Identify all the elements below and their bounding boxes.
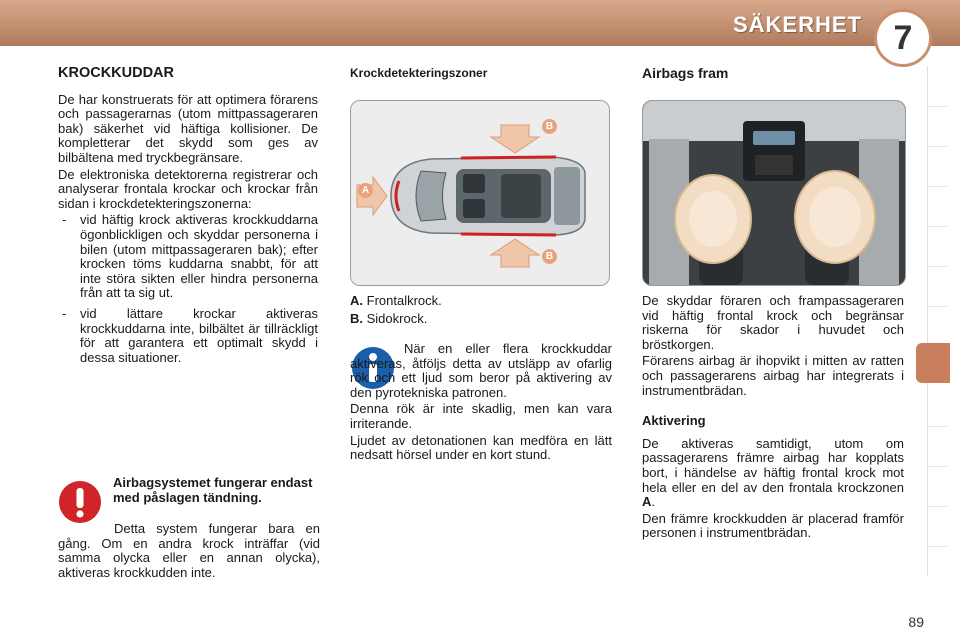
thumb-tab [928,266,948,307]
warning-title: Airbagsystemet fungerar endast med påslagen tändning. [113,475,313,505]
section-heading: Airbags fram [642,65,729,81]
zone-b-marker-bottom: B [542,249,557,264]
paragraph-text: De aktiveras samtidigt, utom om passagerarens främre airbag har kopplats bort, i händelse av häftig frontal krock mot hela eller en del av den frontala krockzonen [642,435,904,495]
legend-item-b [350,312,608,327]
thumb-tab [928,306,948,347]
section-heading: KROCKKUDDAR [58,65,174,81]
crash-zone-diagram [350,100,610,286]
paragraph [642,437,904,510]
thumb-tab [928,226,948,267]
thumb-tab-active [916,343,950,383]
thumb-tab [928,506,948,547]
subheading: Aktivering [642,413,706,429]
zone-reference: A [642,494,652,510]
paragraph: Den främre krockkudden är placerad framför personen i instrumentbrädan. [642,510,904,541]
paragraph: Förarens airbag är ihopvikt i mitten av ratten och passagerarens airbag har integrerats i instrumentbrädan. [642,353,904,398]
legend-text: Sidokrock. [366,310,428,326]
thumb-tab [928,386,948,427]
thumb-tab [928,66,948,107]
chapter-thumb-index [927,66,950,576]
thumb-tab [928,426,948,467]
paragraph: De elektroniska detektorerna registrerar och analyserar frontala krockar och krockar från sidan i krockdetekteringszonerna: [58,166,318,211]
zone-b-marker-top: B [542,119,557,134]
right-column-body [642,294,904,543]
page-number: 89 [908,614,924,630]
front-airbags-photo [642,100,906,286]
chapter-title: SÄKERHET [732,12,862,37]
info-text: När en eller flera krockkuddar aktiveras, åtföljs detta av utsläpp av ofarlig rök och ett ljud som beror på aktivering av den pyrotekniska patronen. [350,341,612,400]
info-box [350,342,612,465]
thumb-tab [928,146,948,187]
zone-legend [350,294,608,326]
zone-a-marker: A [358,183,373,198]
legend-key: A. [350,293,363,308]
warning-box [113,476,318,505]
chapter-number-badge: 7 [874,9,932,67]
thumb-tab [928,466,948,507]
info-text: Denna rök är inte skadlig, men kan vara irriterande. [350,401,612,431]
paragraph: De skyddar föraren och frampassageraren vid häftig frontal krock och begränsar riskerna för skador i huvudet och bröstkorgen. [642,293,904,352]
middle-column-heading [350,66,610,81]
info-text: Ljudet av detonationen kan medföra en lätt nedsatt hörsel under en kort stund. [350,432,612,463]
list-item: - vid häftig krock aktiveras krockkuddarna ögonblickligen och skyddar personerna i bilen (utom mittpassageraren bak); efter krocken töms kuddarna snabbt, för att inte störa sikten eller hindra personerna från att ta sig ut. [58,213,318,301]
legend-item-a [350,294,608,309]
bullet-list [58,213,318,365]
car-top-view-illustration [351,101,609,285]
right-column-heading [642,66,904,81]
left-column [58,66,318,371]
warning-body [58,522,320,582]
thumb-tab [928,106,948,147]
legend-text: Frontalkrock. [366,293,442,308]
cabin-airbags-illustration [643,101,905,285]
legend-key: B. [350,310,363,326]
thumb-tab [928,186,948,227]
paragraph: De har konstruerats för att optimera förarens och passagerarnas (utom mittpassageraren bak) säkerhet vid häftiga kollisioner. De kompletterar det skydd som ges av bilbältena med tryckbegränsare. [58,91,318,165]
list-item: - vid lättare krockar aktiveras krockkuddarna inte, bilbältet är tillräckligt för att garantera ett optimalt skydd i dessa situationer. [58,307,318,365]
diagram-heading: Krockdetekteringszoner [350,66,488,80]
warning-icon [58,480,102,524]
warning-text: Detta system fungerar bara en gång. Om en andra krock inträffar (vid samma olycka eller en annan olycka), aktiveras krockkudden inte. [58,521,320,580]
sentence-end: . [651,494,656,510]
